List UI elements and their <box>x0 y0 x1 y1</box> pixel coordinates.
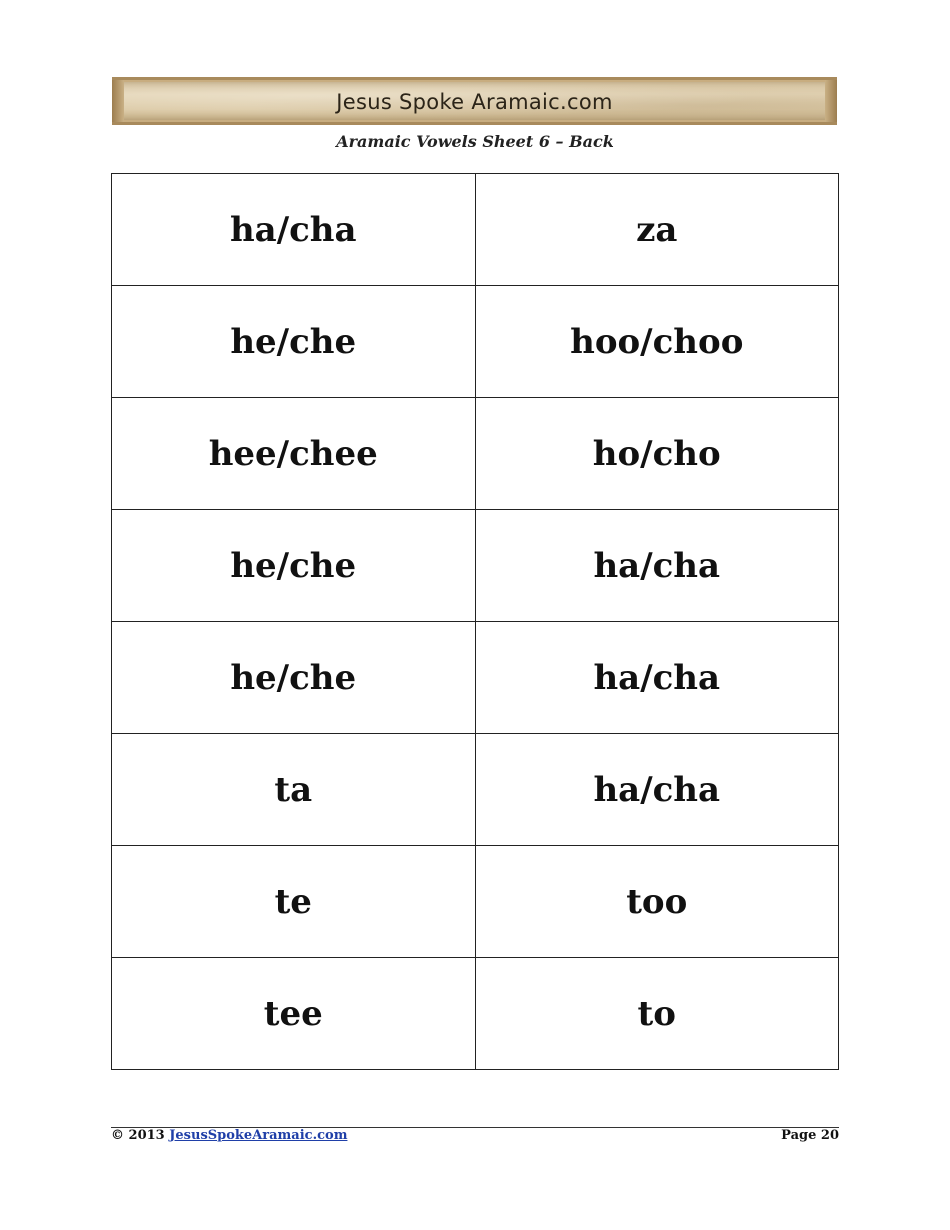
vowel-card: too <box>475 846 839 958</box>
table-row <box>112 622 839 734</box>
vowel-card: ha/cha <box>475 734 839 846</box>
table-row <box>112 398 839 510</box>
site-link[interactable]: JesusSpokeAramaic.com <box>169 1128 348 1143</box>
vowel-card: ha/cha <box>475 510 839 622</box>
site-banner <box>112 77 837 125</box>
vowel-card: hee/chee <box>112 398 476 510</box>
banner-title: Jesus Spoke Aramaic.com <box>336 90 613 114</box>
vowel-card: tee <box>112 958 476 1070</box>
vowel-card: za <box>475 174 839 286</box>
page-number: Page 20 <box>781 1128 839 1143</box>
table-row <box>112 286 839 398</box>
vowel-card: ha/cha <box>112 174 476 286</box>
vowel-card-grid <box>111 173 839 1070</box>
vowel-card: te <box>112 846 476 958</box>
table-row <box>112 510 839 622</box>
sheet-title: Aramaic Vowels Sheet 6 – Back <box>336 132 614 151</box>
vowel-card: he/che <box>112 510 476 622</box>
table-row <box>112 846 839 958</box>
footer-copyright <box>111 1128 347 1143</box>
vowel-card: to <box>475 958 839 1070</box>
vowel-card: ho/cho <box>475 398 839 510</box>
vowel-card: he/che <box>112 622 476 734</box>
table-row <box>112 174 839 286</box>
table-row <box>112 734 839 846</box>
vowel-card: he/che <box>112 286 476 398</box>
vowel-card: ha/cha <box>475 622 839 734</box>
vowel-card: ta <box>112 734 476 846</box>
table-row <box>112 958 839 1070</box>
copyright-text: © 2013 <box>111 1128 165 1143</box>
vowel-card: hoo/choo <box>475 286 839 398</box>
